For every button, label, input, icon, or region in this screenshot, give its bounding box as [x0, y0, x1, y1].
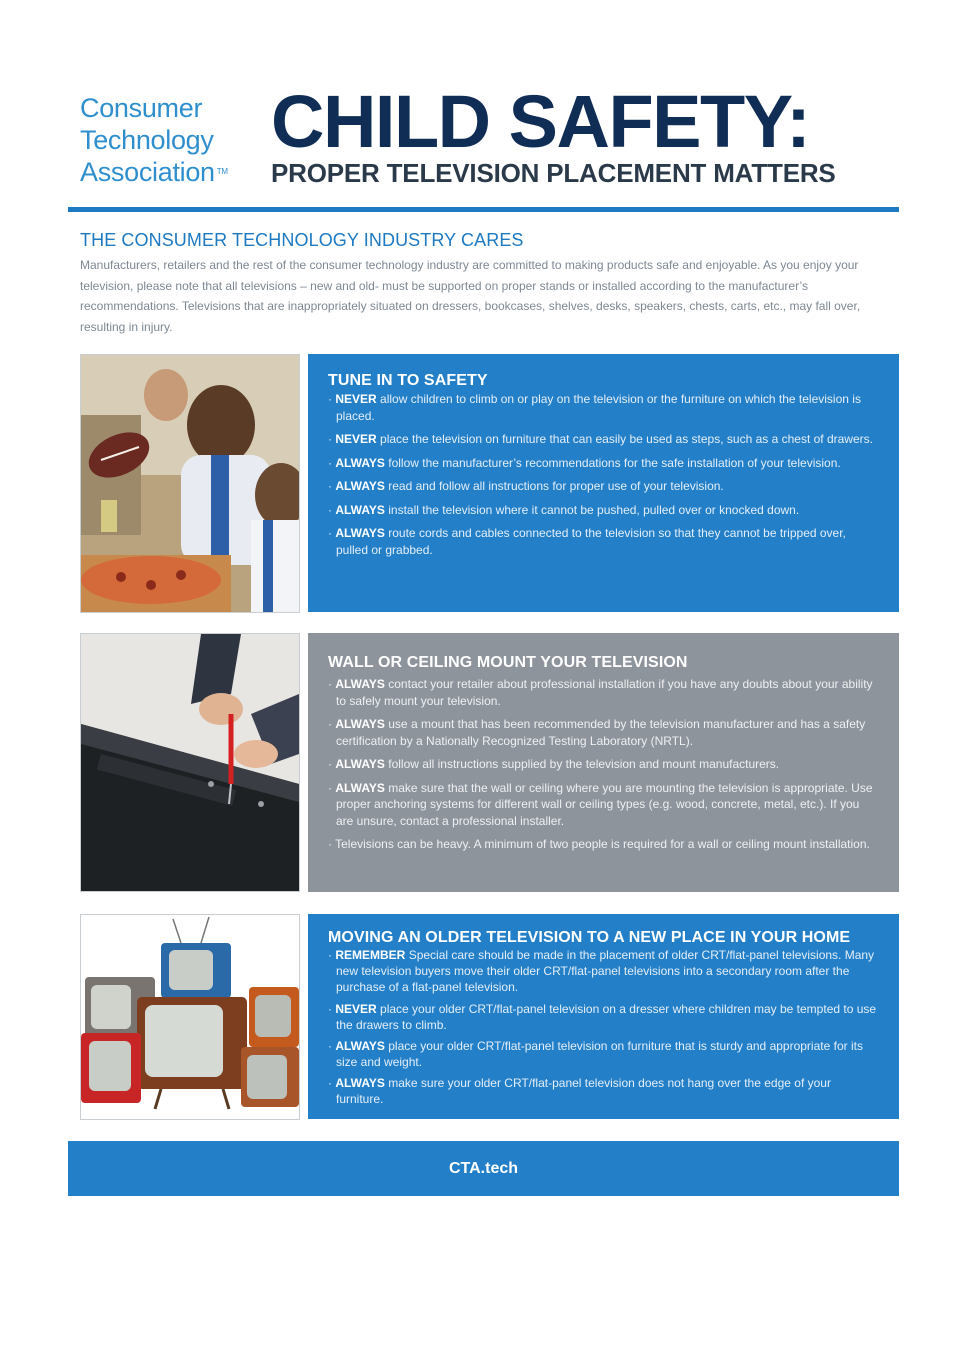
intro-body: Manufacturers, retailers and the rest of the consumer technology industry are committed to making products safe and enjoyable. As you enjoy your television, please note that all televisions – new and old- must be supported on proper stands or installed according to the manufacturer’s recommendations. Televisions that are inappropriately situated on dressers, bookcases, shelves, desks, speakers, chests, carts, etc., may fall over, resulting in injury. [80, 258, 861, 334]
list-item: · NEVER place the television on furniture that can easily be used as steps, such as a chest of drawers. [328, 432, 873, 446]
intro-heading: THE CONSUMER TECHNOLOGY INDUSTRY CARES [80, 230, 524, 250]
list-item: · ALWAYS follow the manufacturer’s recommendations for the safe installation of your television. [328, 455, 841, 470]
wall-ceiling-mount-panel [308, 633, 899, 892]
list-item: · NEVER place your older CRT/flat-panel television on a dresser where children may be tempted to use the drawers to climb. [328, 1002, 877, 1032]
family-watching-tv-photo [80, 354, 300, 613]
tips-list [328, 676, 879, 853]
cta-logo[interactable] [80, 92, 228, 188]
list-item: · ALWAYS make sure your older CRT/flat-panel television does not hang over the edge of your furniture. [328, 1076, 831, 1106]
trademark-mark: TM [216, 167, 228, 176]
list-item: · ALWAYS read and follow all instructions for proper use of your television. [328, 479, 724, 493]
list-item: · ALWAYS make sure that the wall or ceiling where you are mounting the television is appropriate. Use proper anchoring systems for different wall or ceiling types (e.g. wood, concrete, metal, etc.). If you are unsure, contact a professional installer. [328, 780, 873, 828]
tips-list [328, 947, 879, 1107]
vintage-televisions-photo [80, 914, 300, 1120]
list-item: · ALWAYS route cords and cables connected to the television so that they cannot be tripped over, pulled or grabbed. [328, 526, 846, 557]
tune-in-to-safety-panel [308, 354, 899, 612]
logo-line-consumer: Consumer [80, 93, 203, 123]
list-item: · ALWAYS follow all instructions supplied by the television and mount manufacturers. [328, 757, 780, 771]
logo-line-technology: Technology [80, 125, 214, 155]
section-heading: WALL OR CEILING MOUNT YOUR TELEVISION [328, 654, 688, 671]
wall-mount-installation-photo [80, 633, 300, 892]
list-item: · ALWAYS place your older CRT/flat-panel television on furniture that is sturdy and appropriate for its size and weight. [328, 1039, 863, 1069]
page-title: CHILD SAFETY: [271, 80, 810, 163]
page-subtitle: PROPER TELEVISION PLACEMENT MATTERS [271, 158, 836, 188]
section-heading: MOVING AN OLDER TELEVISION TO A NEW PLACE IN YOUR HOME [328, 929, 851, 946]
list-item: · ALWAYS install the television where it cannot be pushed, pulled over or knocked down. [328, 502, 800, 517]
list-item: · REMEMBER Special care should be made in the placement of older CRT/flat-panel televisions. Many new television buyers move their older CRT/flat-panel televisions into a secondary room after the purchase of a flat-panel television. [328, 948, 875, 994]
intro-section [80, 230, 880, 337]
section-heading: TUNE IN TO SAFETY [328, 372, 488, 389]
list-item: · Televisions can be heavy. A minimum of two people is required for a wall or ceiling mount installation. [328, 837, 870, 851]
header [68, 82, 899, 212]
moving-older-tv-panel [308, 914, 899, 1119]
list-item: · NEVER allow children to climb on or play on the television or the furniture on which the television is placed. [328, 392, 861, 423]
list-item: · ALWAYS contact your retailer about professional installation if you have any doubts about your ability to safely mount your television. [328, 677, 873, 708]
footer-bar [68, 1141, 899, 1196]
cta-website-link[interactable]: CTA.tech [448, 1160, 519, 1177]
tips-list [328, 391, 879, 558]
header-divider [68, 207, 899, 212]
logo-line-association: Association [80, 157, 215, 187]
list-item: · ALWAYS use a mount that has been recommended by the television manufacturer and has a safety certification by a Nationally Recognized Testing Laboratory (NRTL). [328, 717, 866, 748]
